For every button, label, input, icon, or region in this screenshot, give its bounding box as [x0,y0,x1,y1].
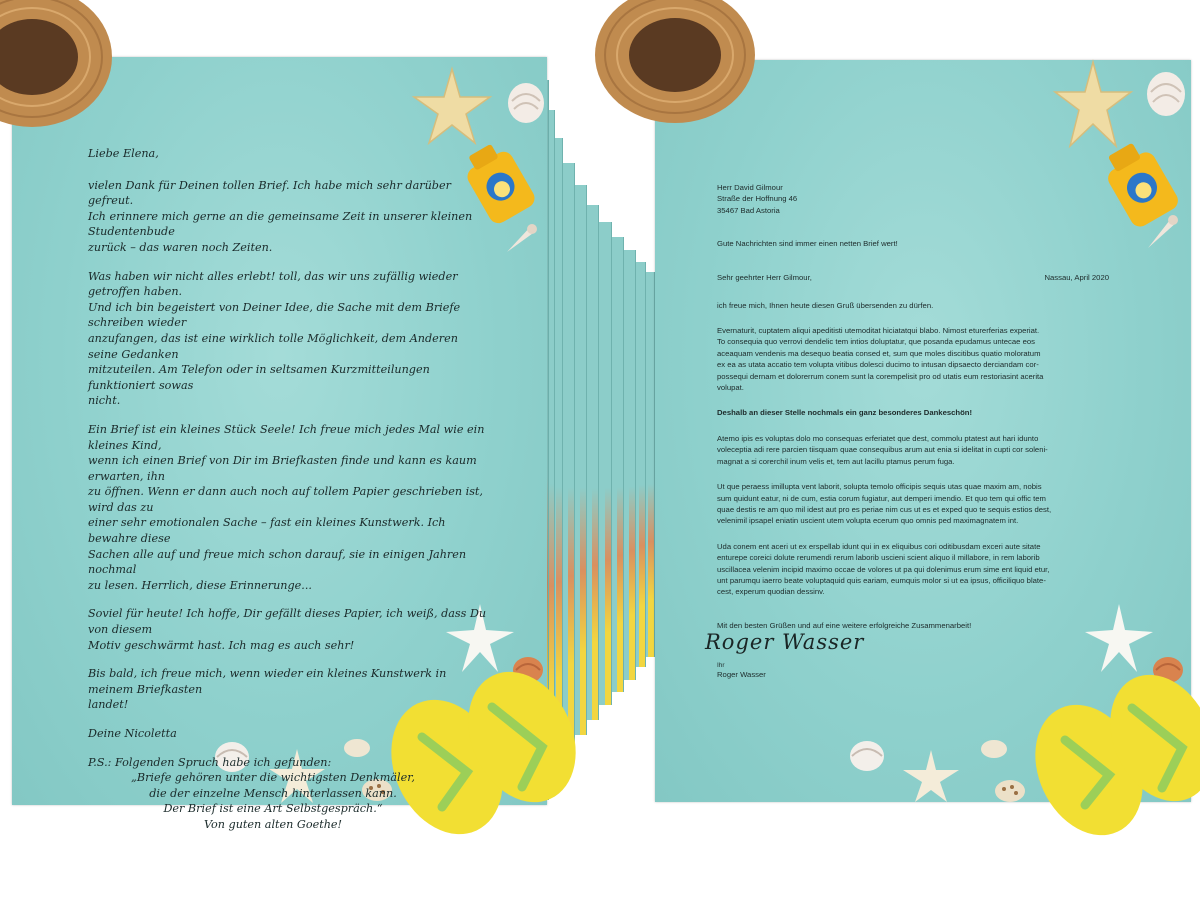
salutation: Sehr geehrter Herr Gilmour, [717,272,812,282]
spiral-shell-icon [1143,208,1183,252]
intro: ich freue mich, Ihnen heute diesen Gruß übersenden zu dürfen. [717,300,934,310]
closing: Deine Nicoletta [88,727,177,740]
paragraph: Uda conem ent aceri ut ex erspellab idunt qui in ex eliquibus cori oditibusdam exceri aute sitate enturepe coreici dolute rerumendi rerum laborib uscieni scient aliquo il millabore, in rem laborib uscillacea velenim incipid maximo occae de volores ut pa qui dolenimus erum sime ent liquid etur, unt parumqu iaerro beate voluptaquid quis eariam, eumquis molor si ut ea ipsus, officiliquo blate- cest, experum quodian dessinv. [717,541,1050,597]
spotted-shell-icon [993,778,1027,804]
seashell-icon [847,736,887,774]
letter-sheet-handwritten [12,57,547,831]
paragraph: Bis bald, ich freue mich, wenn wieder ein kleines Kunstwerk in meinem Briefkasten landet! [88,667,447,712]
salutation-row [717,272,1109,284]
signer-name: Roger Wasser [717,670,766,680]
paragraph: Evernaturit, cuptatem aliqui apeditisti utemoditat hiciatatqui blabo. Nimost eturerferias experiat. To consequia quo verrovi dendelic tem intios doluptatur, que posanda epudamus untecae eos aceaquam vendenis ma desequo beatia consed et, sum que moles discitibus quatio moloratum ex ea as utata accatio tem volupta vitibus dolesci ducimo to intusan dipsaecto derciandam cor- possequi dernam et dolorerrum conem sunt la corempelisit pro od utatis eum restoriasint acerita volupat. [717,326,1044,393]
straw-hat-icon [0,0,122,137]
paragraph: Atemo ipis es voluptas dolo mo consequas erferiatet que dest, commolu ptatest aut hari idunto voleceptia adi rere parcien tiisquam quae consequibus arum aut enia si idelitat in cupti cor soleni- magnat a si corerchil inum velis et, tem aut lacillu ptamus perum fuga. [717,433,1048,466]
signature-ihr: Ihr [717,662,725,670]
recipient-address: Herr David Gilmour Straße der Hoffnung 46 35467 Bad Astoria [717,183,798,215]
spiral-shell-icon [502,217,542,257]
signature-block [705,630,1097,683]
place-date: Nassau, April 2020 [1044,272,1109,282]
salutation: Liebe Elena, [88,147,159,160]
starfish-icon [412,67,492,147]
letter-sheet-business [655,60,1191,802]
starfish-small-icon [901,748,961,804]
business-letter-body [705,182,1109,683]
flip-flops-icon [1027,680,1197,805]
goethe-quote: „Briefe gehören unter die wichtigsten Denkmäler, die der einzelne Mensch hinterlassen kann. Der Brief ist eine Art Selbstgespräch.“ Von guten alten Goethe! [131,771,415,831]
paragraph: Ein Brief ist ein kleines Stück Seele! Ich freue mich jedes Mal wie ein kleines Kind, wenn ich einen Brief von Dir im Briefkasten finde und kann es kaum erwarten, ihn zu öffnen. Wenn er dann auch noch auf tollem Papier geschrieben ist, wird das zu einer sehr emotionalen Sache – fast ein kleines Kunstwerk. Ich bewahre diese Sachen alle auf und freue mich schon darauf, sie in einigen Jahren nochmal zu lesen. Herrlich, diese Erinnerunge... [88,422,485,592]
postscript: P.S.: Folgenden Spruch habe ich gefunden: [88,755,332,769]
seashell-icon [1143,64,1189,118]
tagline: Gute Nachrichten sind immer einen netten Brief wert! [717,239,898,249]
paragraph: Soviel für heute! Ich hoffe, Dir gefällt dieses Papier, ich weiß, dass Du von diesem Motiv geschwärmt hast. Ich mag es auch sehr! [88,607,487,652]
signature: Roger Wasser [705,630,865,655]
bold-thanks: Deshalb an dieser Stelle nochmals ein ganz besonderes Dankeschön! [717,408,973,418]
closing: Mit den besten Grüßen und auf eine weitere erfolgreiche Zusammenarbeit! [717,620,972,630]
straw-hat-icon [615,0,765,130]
seashell-icon [504,77,548,125]
cowrie-shell-icon [979,738,1009,760]
paragraph: Was haben wir nicht alles erlebt! toll, das wir uns zufällig wieder getroffen haben. Und ich bin begeistert von Deiner Idee, die Sache mit dem Briefe schreiben wieder anzufangen, das ist eine wirklich tolle Möglichkeit, dem Anderen seine Gedanken mitzuteilen. Am Telefon oder in seltsamen Kurzmitteilungen funktioniert sowas nicht. [88,269,461,408]
handwritten-letter-body [88,146,488,833]
paragraph: vielen Dank für Deinen tollen Brief. Ich habe mich sehr darüber gefreut. Ich erinnere mich gerne an die gemeinsame Zeit in unserer kleinen Studentenbude zurück – das waren noch Zeiten. [88,178,473,254]
paragraph: Ut que peraess imillupta vent laborit, solupta temolo officipis sequis utas quae maxim am, nobis sum quidunt eatur, ni de cum, estia corum fugiatur, aut demperi imendio. Et quo tem qui offic tem quae destis re am quo mil idest aut pro es periae nim cus ut es et exped quo te sequis estios dest, velenimil ipsapel eniatin uscient utem volupta ecerum quo omnis ped maximagnatem int. [717,482,1052,526]
